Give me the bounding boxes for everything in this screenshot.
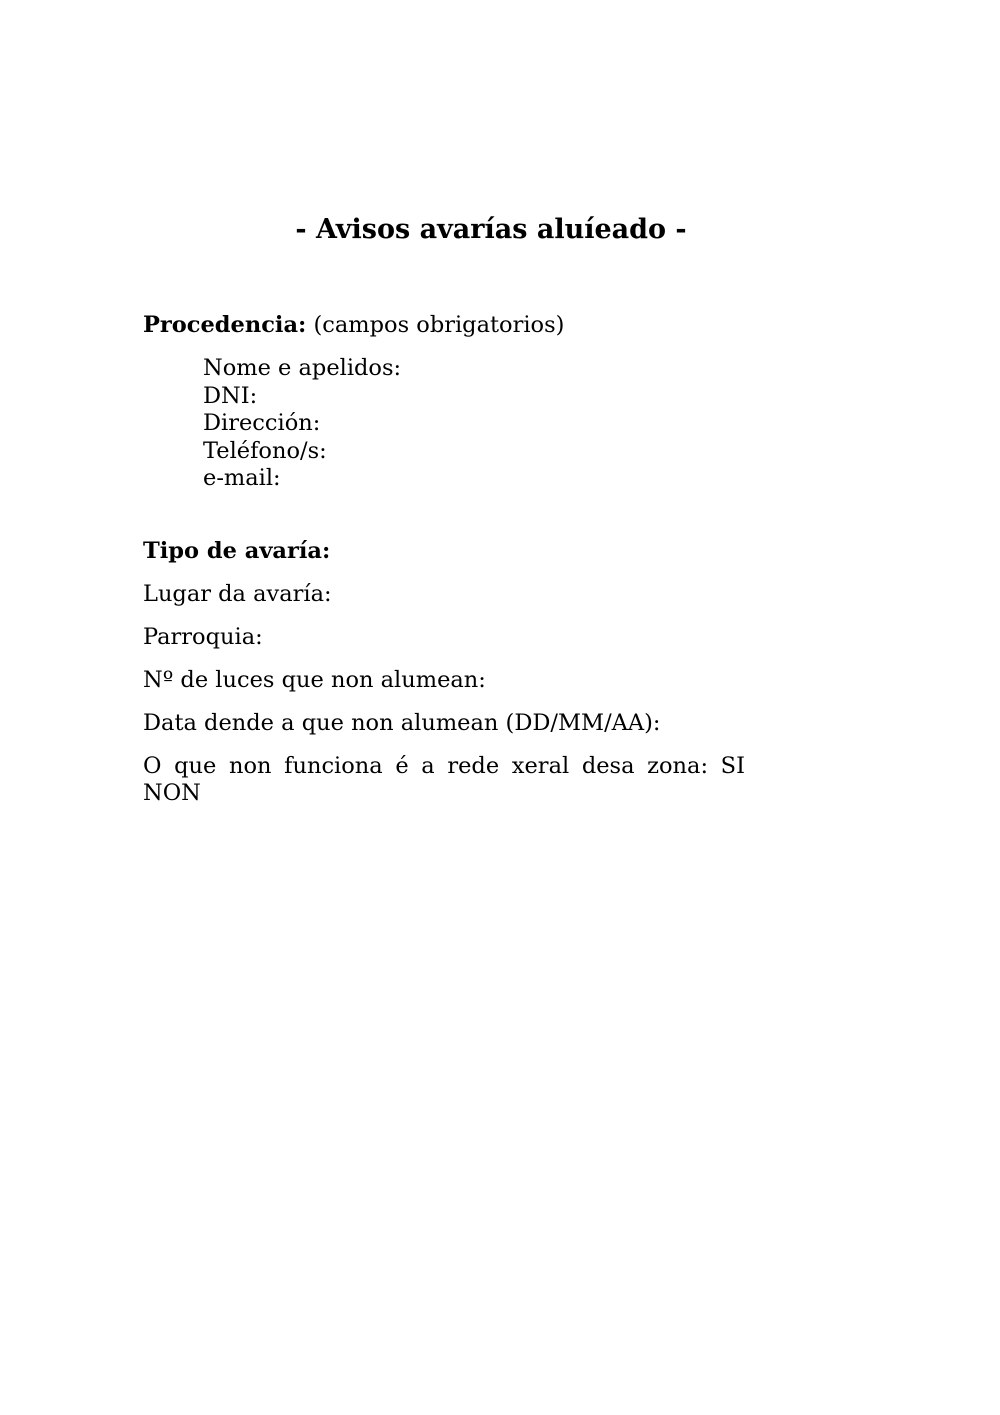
tipo-avaria-label: Tipo de avaría:	[143, 537, 331, 564]
line-lugar-avaria: Lugar da avaría:	[143, 580, 332, 607]
line-data: Data dende a que non alumean (DD/MM/AA):	[143, 709, 661, 736]
procedencia-fields	[203, 355, 745, 493]
procedencia-note: (campos obrigatorios)	[313, 312, 565, 338]
procedencia-heading	[143, 312, 745, 340]
field-nome-apelidos: Nome e apelidos:	[203, 355, 402, 381]
line-rede-xeral: O que non funciona é a rede xeral desa zona: SI NON	[143, 752, 745, 806]
field-telefono: Teléfono/s:	[203, 437, 327, 464]
document-title: - Avisos avarías aluíeado -	[295, 214, 687, 245]
tipo-avaria-heading	[143, 538, 745, 566]
line-parroquia: Parroquia:	[143, 623, 263, 650]
field-dni: DNI:	[203, 382, 258, 409]
document-body	[143, 312, 745, 823]
field-email: e-mail:	[203, 465, 281, 491]
procedencia-label: Procedencia:	[143, 312, 307, 338]
line-num-luces: Nº de luces que non alumean:	[143, 666, 486, 693]
field-direccion: Dirección:	[203, 410, 321, 436]
